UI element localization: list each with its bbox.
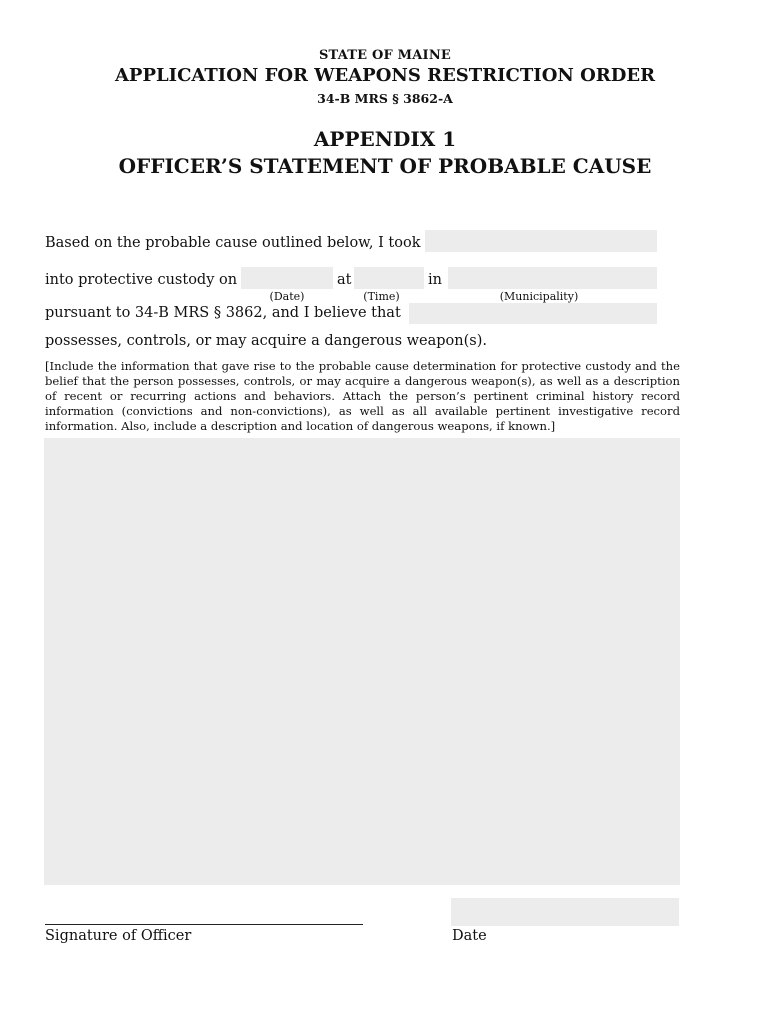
municipality-caption: (Municipality) (499, 290, 579, 303)
signature-date-field[interactable] (451, 898, 679, 926)
date-caption: (Date) (269, 290, 305, 303)
form-title: APPLICATION FOR WEAPONS RESTRICTION ORDER (114, 65, 656, 86)
state-heading: STATE OF MAINE (318, 48, 452, 63)
statement-title: OFFICER’S STATEMENT OF PROBABLE CAUSE (118, 154, 652, 178)
appendix-heading: APPENDIX 1 (313, 127, 457, 151)
person-name-field[interactable] (425, 230, 657, 252)
statement-line-4: possesses, controls, or may acquire a dangerous weapon(s). (45, 333, 487, 349)
statement-line-2-prefix: into protective custody on (45, 272, 238, 288)
statement-line-1: Based on the probable cause outlined below, I took (45, 235, 421, 251)
municipality-field[interactable] (448, 267, 657, 289)
instructions-text: [Include the information that gave rise to the probable cause determination for protective custody and the belief that the person possesses, controls, or may acquire a dangerous weapon(s), as well as a description of recent or recurring actions and behaviors. Attach the person’s pertinent criminal history record information (convictions and non-convictions), as well as all available pertinent investigative record information. Also, include a description and location of dangerous weapons, if known.] (45, 359, 680, 433)
date-label: Date (452, 928, 487, 944)
in-label: in (428, 272, 442, 288)
custody-date-field[interactable] (241, 267, 333, 289)
statement-line-3: pursuant to 34-B MRS § 3862, and I believe that (45, 305, 401, 321)
statute-reference: 34-B MRS § 3862-A (317, 91, 453, 106)
time-caption: (Time) (363, 290, 400, 303)
probable-cause-textarea[interactable] (44, 438, 680, 885)
signature-line[interactable] (45, 924, 363, 925)
signature-label: Signature of Officer (45, 928, 192, 944)
at-label: at (337, 272, 352, 288)
custody-time-field[interactable] (354, 267, 424, 289)
person-believed-field[interactable] (409, 303, 657, 324)
